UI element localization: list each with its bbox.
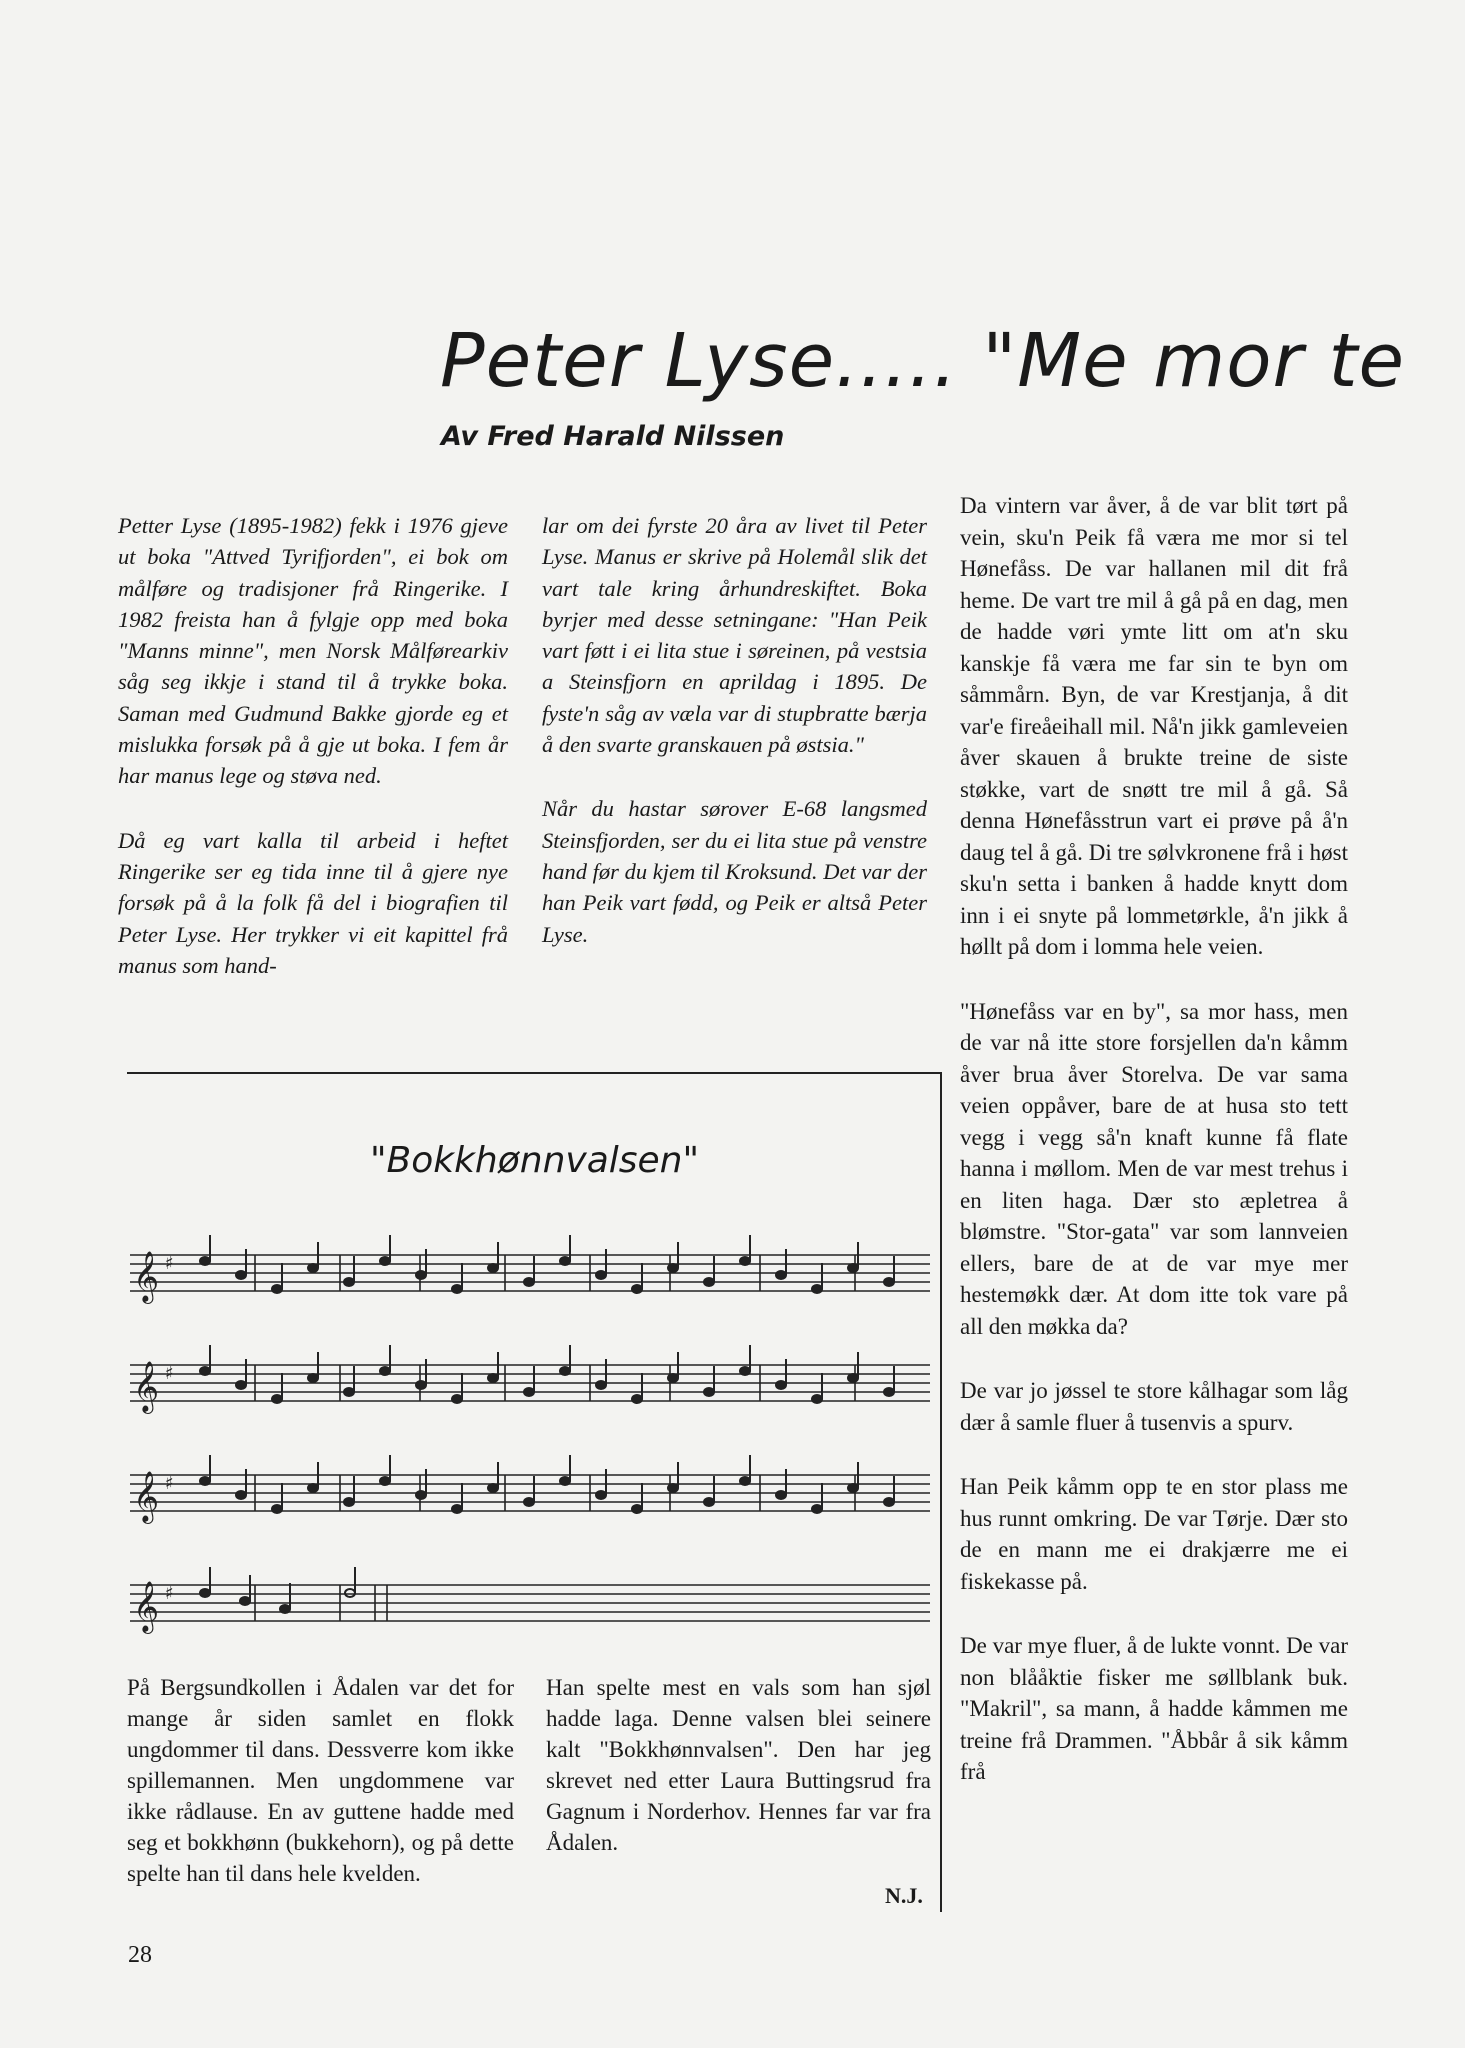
note-paragraph: Han spelte mest en vals som han sjøl hadde laga. Denne valsen blei seinere kalt "Bokkhønnvalsen". Den har jeg skrevet ned etter Laura Buttingsrud fra Gagnum i Norderhov. Hennes far var fra Ådalen. [546,1675,931,1855]
note-head [380,1257,390,1265]
music-title: "Bokkhønnvalsen" [369,1140,700,1181]
note-head [704,1498,714,1506]
note-head [452,1285,462,1293]
note-head [632,1395,642,1403]
sharp-icon: ♯ [165,1253,174,1274]
note-head [380,1367,390,1375]
note-head [416,1491,426,1499]
note-head [344,1278,354,1286]
note-head [704,1278,714,1286]
note-head [632,1505,642,1513]
intro-paragraph: Når du hastar sørover E-68 langsmed Steinsfjorden, ser du ei lita stue på venstre hand før du kjem til Kroksund. Det var der han Peik vart fødd, og Peik er altså Peter Lyse. [542,796,927,947]
note-head [344,1498,354,1506]
treble-clef-icon: 𝄞 [133,1471,160,1522]
note-head [848,1374,858,1382]
story-paragraph: De var jo jøssel te store kålhagar som låg dær å samle fluer å tusenvis a spurv. [960,1378,1348,1435]
note-head [596,1381,606,1389]
note-head [776,1491,786,1499]
note-head [560,1477,570,1485]
note-head [812,1395,822,1403]
author-initials: N.J. [885,1883,923,1908]
note-head [272,1505,282,1513]
page-number: 28 [128,1942,152,1968]
story-paragraph: "Hønefåss var en by", sa mor hass, men de var nå itte store forsjellen da'n kåmm åver brua åver Storelva. De var sama veien oppåver, bare de at husa sto tett vegg i vegg så'n knaft kunne få flate hanna i møllom. Men de var mest trehus i en liten haga. Dær sto æpletrea å blømstre. "Stor-gata" var som lannveien ellers, bare de at de var mye mer hestemøkk dær. At dom itte tok vare på all den møkka da? [960,998,1348,1339]
intro-column-left [118,510,508,1014]
sheet-music [125,1230,940,1650]
note-head [524,1278,534,1286]
note-head [488,1374,498,1382]
intro-column-middle [542,510,927,983]
note-head [452,1395,462,1403]
note-head [308,1264,318,1272]
note-head [668,1484,678,1492]
note-head [596,1271,606,1279]
note-head [344,1388,354,1396]
note-head [236,1271,246,1279]
note-head [668,1374,678,1382]
note-head [884,1498,894,1506]
intro-paragraph-continued: lar om dei fyrste 20 åra av livet til Peter Lyse. Manus er skrive på Holemål slik det vart tale kring århundreskiftet. Boka byrjer med desse setningane: "Han Peik vart føtt i ei lita stue i søreinen, på vestsia a Steinsfjorn en aprildag i 1895. De fyste'n såg av væla var di stupbratte bærja å den svarte granskauen på østsia." [542,513,927,758]
note-head [668,1264,678,1272]
note-head [632,1285,642,1293]
note-head [272,1285,282,1293]
note-head [452,1505,462,1513]
note-head [200,1367,210,1375]
note-head [416,1271,426,1279]
note-head [416,1381,426,1389]
note-head [236,1491,246,1499]
note-head [380,1477,390,1485]
note-head [488,1484,498,1492]
note-head [308,1484,318,1492]
byline: Av Fred Harald Nilssen [441,421,785,452]
treble-clef-icon: 𝄞 [133,1581,160,1632]
story-paragraph: Han Peik kåmm opp te en stor plass me hus runnt omkring. De var Tørje. Dær sto de en mann me ei drakjærre me ei fiskekasse på. [960,1474,1348,1594]
note-head [240,1597,250,1605]
note-head [524,1498,534,1506]
note-paragraph: På Bergsundkollen i Ådalen var det for mange år siden samlet en flokk ungdommer til dans. Dessverre kom ikke spillemannen. Men ungdommene var ikke rådlause. En av guttene hadde med seg et bokkhønn (bukkehorn), og på dette spelte han til dans hele kvelden. [127,1675,514,1886]
note-head [524,1388,534,1396]
note-head [345,1589,355,1597]
note-head [740,1257,750,1265]
note-head [776,1271,786,1279]
music-box-top-rule [127,1072,942,1074]
note-head [560,1367,570,1375]
note-head [704,1388,714,1396]
note-head [740,1367,750,1375]
note-head [884,1278,894,1286]
note-column-right [546,1672,931,1891]
sharp-icon: ♯ [165,1473,174,1494]
treble-clef-icon: 𝄞 [133,1251,160,1302]
note-head [560,1257,570,1265]
sharp-icon: ♯ [165,1583,174,1604]
note-head [200,1589,210,1597]
treble-clef-icon: 𝄞 [133,1361,160,1412]
note-head [272,1395,282,1403]
note-head [280,1605,290,1613]
note-head [236,1381,246,1389]
story-paragraph: Da vintern var åver, å de var blit tørt på vein, sku'n Peik få væra me mor si tel Hønefåss. De var hallanen mil dit frå heme. De vart tre mil å gå på en dag, men de hadde vøri ymte litt om at'n sku kanskje få væra me far sin te byn om såmmårn. Byn, de var Krestjanja, å dit var'e fireåeihall mil. Nå'n jikk gamleveien åver skauen å brukte treine de siste støkke, vart de snøtt tre mil å gå. Så denna Hønefåsstrun vart ei prøve på å'n daug tel å gå. Di tre sølvkronene frå i høst sku'n setta i banken å hadde knytt dom inn i ei snyte på lommetørkle, å'n jikk å høllt på dom i lomma hele veien. [960,493,1348,959]
note-head [776,1381,786,1389]
note-head [308,1374,318,1382]
note-head [848,1484,858,1492]
music-box-side-rule [940,1072,942,1912]
story-column [960,490,1348,1821]
note-head [812,1505,822,1513]
story-paragraph: De var mye fluer, å de lukte vonnt. De var non blååktie fisker me søllblank buk. "Makril", sa mann, å hadde kåmmen me treine frå Drammen. "Åbbår å sik kåmm frå [960,1633,1349,1784]
note-head [740,1477,750,1485]
sharp-icon: ♯ [165,1363,174,1384]
note-head [200,1257,210,1265]
note-head [596,1491,606,1499]
intro-paragraph: Då eg vart kalla til arbeid i heftet Ringerike ser eg tida inne til å gjere nye forsøk på å la folk få del i biografien til Peter Lyse. Her trykker vi eit kapittel frå manus som hand- [118,827,508,978]
note-head [488,1264,498,1272]
page-title: Peter Lyse..... "Me mor te [440,318,1406,404]
note-head [200,1477,210,1485]
note-column-left [127,1672,514,1922]
intro-paragraph: Petter Lyse (1895-1982) fekk i 1976 gjeve ut boka "Attved Tyrifjorden", ei bok om målføre og tradisjoner frå Ringerike. I 1982 freista han å fylgje opp med boka "Manns minne", men Norsk Målførearkiv såg seg ikkje i stand til å trykke boka. Saman med Gudmund Bakke gjorde eg et mislukka forsøk på å gje ut boka. I fem år har manus lege og støva ned. [118,513,508,789]
note-head [812,1285,822,1293]
note-head [884,1388,894,1396]
note-head [848,1264,858,1272]
